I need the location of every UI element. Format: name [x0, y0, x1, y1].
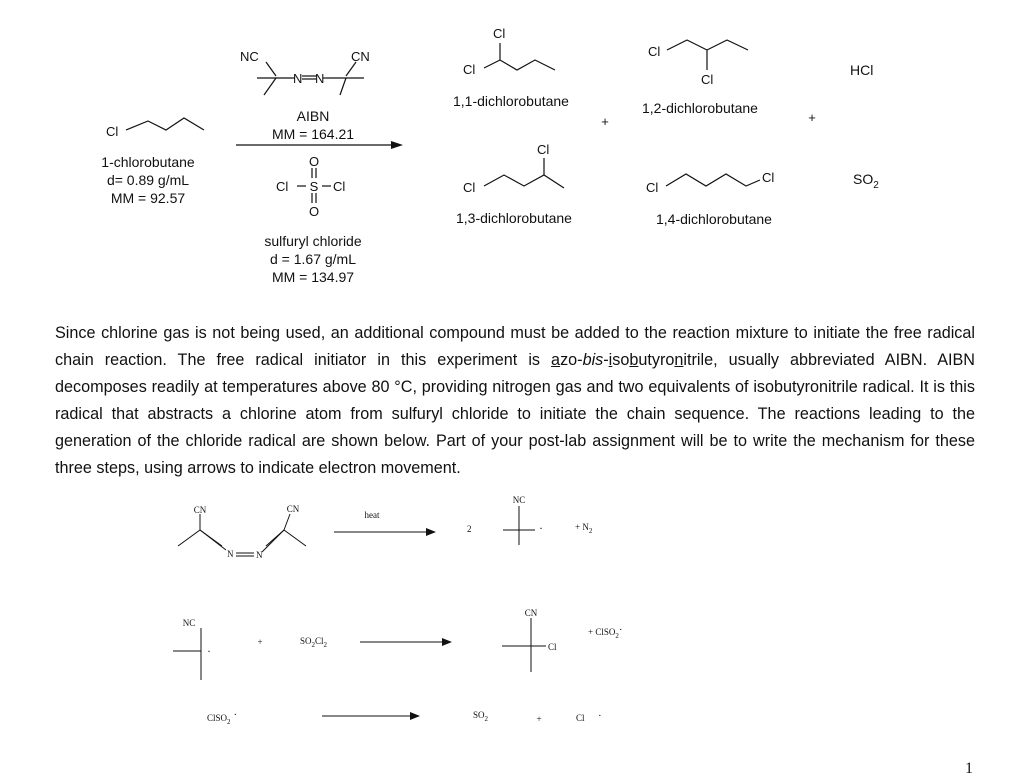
- mech1-aibn-left: [178, 530, 222, 546]
- aibn-nc: NC: [240, 49, 259, 64]
- p12-cl-left: Cl: [648, 44, 661, 59]
- hcl: HCl: [850, 62, 874, 78]
- mech2-arrowhead: [442, 638, 452, 646]
- p11-skeleton: [484, 60, 555, 70]
- mech2-nc: NC: [182, 618, 196, 628]
- aibn-n-left: N: [293, 71, 303, 86]
- p11-cl-top: Cl: [493, 26, 506, 41]
- p11-cl-left: Cl: [463, 62, 476, 77]
- so2cl2-name: sulfuryl chloride: [264, 233, 362, 249]
- so2-product: $SO_2$: [853, 171, 879, 191]
- mech1-coef: 2: [467, 524, 472, 534]
- so2cl2-o-top: O: [308, 154, 320, 169]
- mech3-arrowhead: [410, 712, 420, 720]
- mech3-so2: $SO_2$: [473, 710, 489, 723]
- mech2-plus: +: [257, 637, 263, 647]
- aibn-mm: MM = 164.21: [271, 126, 355, 142]
- mech3-cl-dot: ·: [598, 710, 602, 722]
- so2cl2-s: S: [309, 179, 319, 194]
- mech3-plus: +: [536, 714, 542, 724]
- mech1-cn-left: CN: [193, 505, 207, 515]
- so2cl2-density: d = 1.67 g/mL: [269, 251, 357, 267]
- main-reaction-arrowhead: [391, 141, 403, 149]
- chlorobutane-skeleton: [126, 118, 204, 130]
- so2cl2-o-bottom: O: [308, 204, 320, 219]
- plus-1: +: [601, 114, 609, 129]
- p12-name: 1,2-dichlorobutane: [642, 100, 758, 116]
- p13-name: 1,3-dichlorobutane: [456, 210, 572, 226]
- mech1-heat: heat: [364, 510, 380, 520]
- aibn-bond-left-methyl-b: [264, 78, 276, 95]
- p11-name: 1,1-dichlorobutane: [453, 93, 569, 109]
- p13-cl-left: Cl: [463, 180, 476, 195]
- aibn-n-right: N: [315, 71, 325, 86]
- p14-cl-right: Cl: [762, 170, 775, 185]
- mech-step2-labels: [183, 608, 623, 658]
- mech2-so2cl2: $SO_2Cl_2$: [300, 636, 328, 649]
- scheme-bonds: [126, 40, 760, 203]
- chlorobutane-density: d= 0.89 g/mL: [106, 172, 190, 188]
- mech2-cl: Cl: [548, 642, 557, 652]
- aibn-cn: CN: [351, 49, 370, 64]
- mech1-arrowhead: [426, 528, 436, 536]
- plus-2: +: [808, 110, 816, 125]
- so2cl2-cl-left: Cl: [276, 179, 289, 194]
- aibn-bond-nc: [266, 62, 276, 76]
- mech1-aibn-right: [266, 530, 306, 546]
- mech3-clso2: ClSO$_2$·: [207, 709, 238, 726]
- chlorobutane-mm: MM = 92.57: [110, 190, 186, 206]
- p13-skeleton: [484, 175, 564, 188]
- mech3-cl: Cl: [576, 713, 585, 723]
- mech1-n-left: N: [227, 549, 234, 559]
- page-number: 1: [965, 760, 973, 777]
- mech1-right-up: [284, 514, 290, 530]
- chlorobutane-cl: Cl: [106, 124, 119, 139]
- p13-cl-top: Cl: [537, 142, 550, 157]
- so2cl2-cl-right: Cl: [333, 179, 346, 194]
- body-paragraph: Since chlorine gas is not being used, an additional compound must be added to the reaction mixture to initiate the free radical chain reaction. The free radical initiator in this experiment is azo-bis-isobutyronitrile, usually abbreviated AIBN. AIBN decomposes readily at temperatures above 80 °C, providing nitrogen gas and two equivalents of isobutyronitrile radical. It is this radical that abstracts a chlorine atom from sulfuryl chloride to initiate the chain sequence. The reactions leading to the generation of the chloride radical are shown below. Part of your post-lab assignment will be to write the mechanism for these three steps, using arrows to indicate electron movement.: [55, 324, 975, 477]
- mech-step3-labels: [207, 709, 602, 726]
- aibn-bond-cn: [346, 62, 356, 76]
- mech1-nc: NC: [512, 495, 526, 505]
- p12-skeleton: [667, 40, 748, 50]
- mech-step2-bonds: [173, 618, 546, 680]
- p12-cl-bottom: Cl: [701, 72, 714, 87]
- p14-name: 1,4-dichlorobutane: [656, 211, 772, 227]
- mech1-n-right: N: [256, 550, 263, 560]
- mech2-dot: ·: [207, 644, 211, 658]
- mech1-cn-right: CN: [286, 504, 300, 514]
- mech1-left-n: [200, 530, 226, 550]
- aibn-bond-right-methyl-b: [340, 78, 346, 95]
- p14-skeleton: [666, 174, 760, 186]
- so2cl2-mm: MM = 134.97: [271, 269, 355, 285]
- mech2-clso2: + ClSO$_2$·: [588, 624, 623, 640]
- mech1-right-n: [262, 530, 284, 552]
- mech1-n2: + $N_2$: [575, 522, 593, 535]
- p14-cl-left: Cl: [646, 180, 659, 195]
- aibn-name: AIBN: [296, 108, 330, 124]
- mech-step1-labels: [194, 495, 593, 560]
- chlorobutane-name: 1-chlorobutane: [101, 154, 195, 170]
- mech1-dot: ·: [539, 521, 543, 535]
- mech2-cn: CN: [524, 608, 538, 618]
